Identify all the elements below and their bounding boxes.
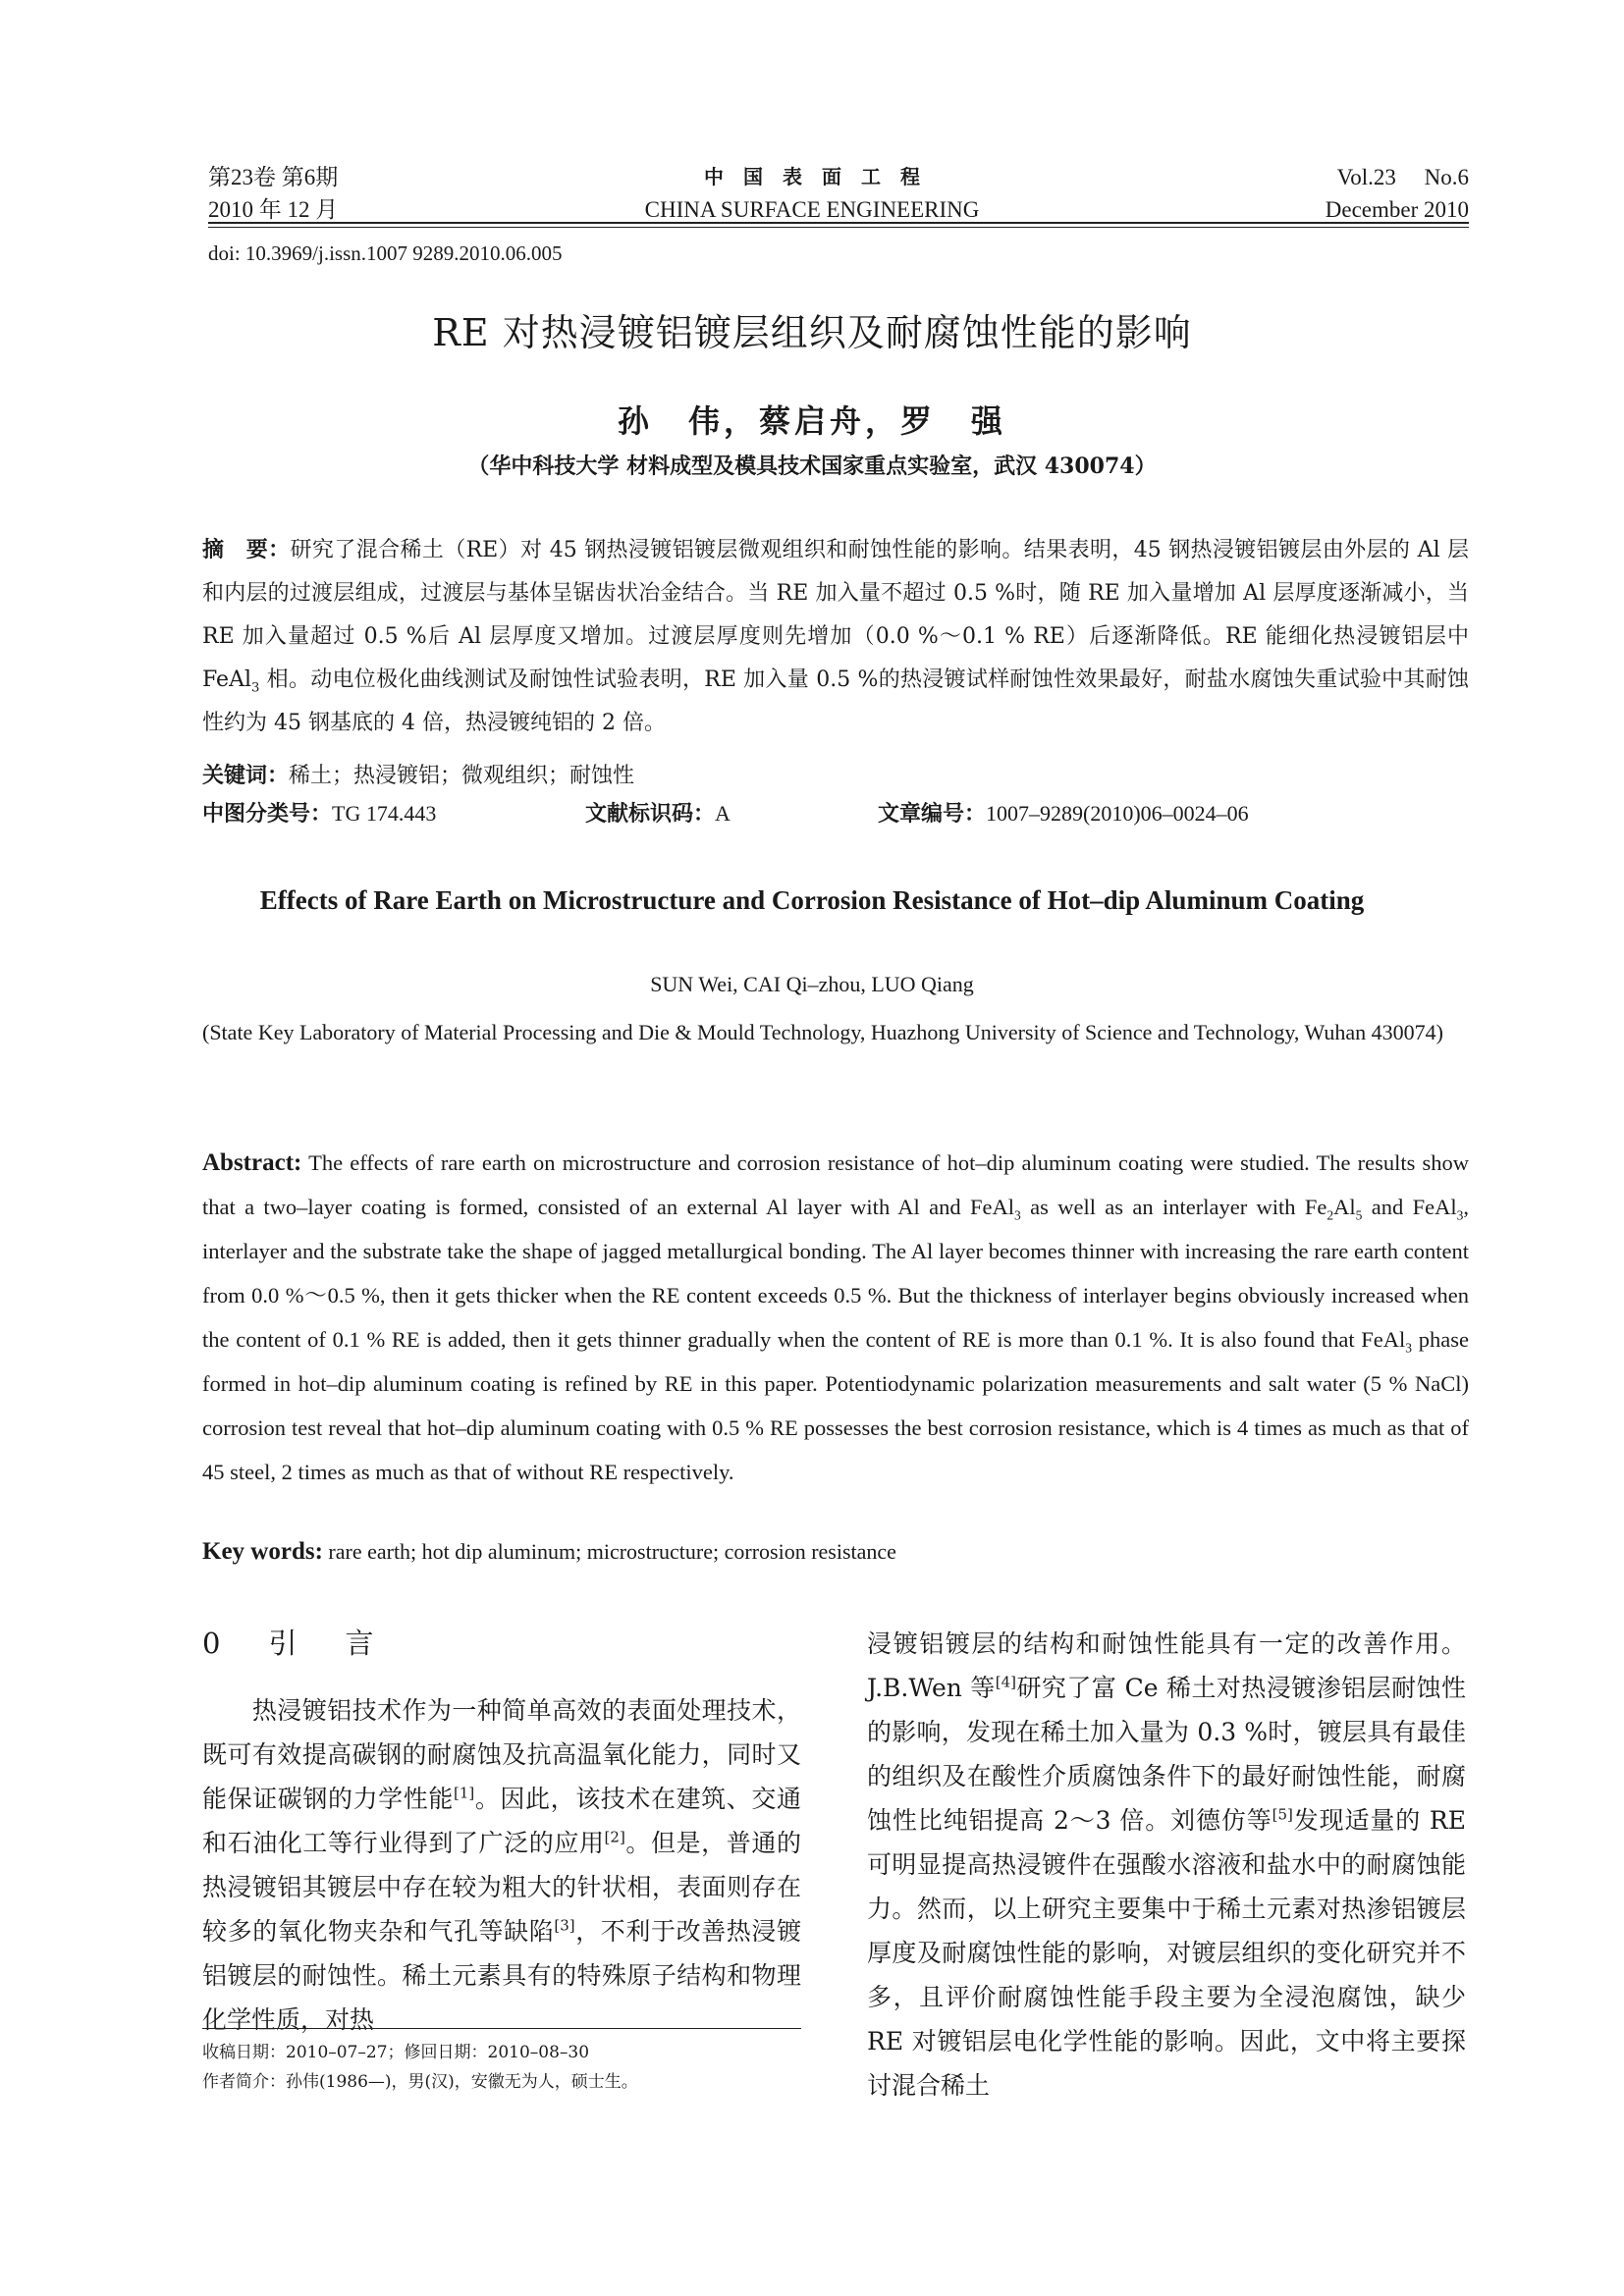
doi: doi: 10.3969/j.issn.1007 9289.2010.06.005 bbox=[208, 241, 563, 265]
journal-name-en: CHINA SURFACE ENGINEERING bbox=[644, 197, 980, 222]
footnote-rule bbox=[202, 2028, 801, 2029]
body-column-right: 浸镀铝镀层的结构和耐蚀性能具有一定的改善作用。J.B.Wen 等[4]研究了富 Ce 稀土对热浸镀渗铝层耐蚀性的影响，发现在稀土加入量为 0.3 %时，镀层具有最佳的组织及在酸性介质腐蚀条件下的最好耐蚀性能，耐腐蚀性比纯铝提高 2～3 倍。刘德仿等[5]发现适量的 RE 可明显提高热浸镀件在强酸水溶液和盐水中的耐腐蚀能力。然而，以上研究主要集中于稀土元素对热渗铝镀层厚度及耐腐蚀性能的影响，对镀层组织的变化研究并不多，且评价耐腐蚀性能手段主要为全浸泡腐蚀，缺少 RE 对镀铝层电化学性能的影响。因此，文中将主要探讨混合稀土 bbox=[867, 1629, 1466, 2100]
title-cn: RE 对热浸镀铝镀层组织及耐腐蚀性能的影响 bbox=[432, 311, 1192, 354]
volume-issue: 第23卷 第6期 bbox=[208, 165, 339, 189]
header-rule-thick bbox=[208, 222, 1469, 224]
citation-ref: [4] bbox=[995, 1673, 1017, 1691]
keywords-cn-label: 关键词： bbox=[202, 763, 290, 788]
author-bio: 作者简介：孙伟(1986—)，男(汉)，安徽无为人，硕士生。 bbox=[202, 2072, 638, 2092]
abstract-en: Abstract: The effects of rare earth on microstructure and corrosion resistance of hot–dip aluminum coating were studied. The results show that a two–layer coating is formed, consisted of an external Al layer with Al and FeAl$_3$ as well as an interlayer with $Fe_2Al_5$ and FeAl$_3$, interlayer and the substrate take the shape of jagged metallurgical bonding. The Al layer becomes thinner with increasing the rare earth content from 0.0 %～0.5 %, then it gets thicker when the RE content exceeds 0.5 %. But the thickness of interlayer begins obviously increased when the content of 0.1 % RE is added, then it gets thinner gradually when the content of RE is more than 0.1 %. It is also found that FeAl$_3$ phase formed in hot–dip aluminum coating is refined by RE in this paper. Potentiodynamic polarization measurements and salt water (5 % NaCl) corrosion test reveal that hot–dip aluminum coating with 0.5 % RE possesses the best corrosion resistance, which is 4 times as much as that of 45 steel, 2 times as much as that of without RE respectively. bbox=[202, 1149, 1469, 1484]
keywords-en-label: Key words: bbox=[202, 1538, 323, 1565]
citation-ref: [5] bbox=[1272, 1805, 1293, 1824]
document-code: 文献标识码：A bbox=[585, 801, 731, 827]
title-en: Effects of Rare Earth on Microstructure and Corrosion Resistance of Hot–dip Aluminum Coating bbox=[259, 885, 1365, 915]
clc-number: 中图分类号：TG 174.443 bbox=[202, 801, 437, 827]
header-center bbox=[616, 161, 1008, 226]
issue-date-cn: 2010 年 12 月 bbox=[208, 197, 339, 222]
keywords-cn: 关键词：稀土；热浸镀铝；微观组织；耐蚀性 bbox=[202, 763, 635, 788]
issue-date-en: December 2010 bbox=[1325, 197, 1469, 222]
article-number: 文章编号：1007–9289(2010)06–0024–06 bbox=[878, 801, 1249, 827]
abstract-en-label: Abstract: bbox=[202, 1149, 302, 1176]
citation-ref: [3] bbox=[554, 1916, 575, 1935]
affiliation-cn: （华中科技大学 材料成型及模具技术国家重点实验室，武汉 430074） bbox=[467, 454, 1157, 479]
volume-en: Vol.23 No.6 bbox=[1336, 165, 1469, 189]
footnote bbox=[202, 2038, 638, 2097]
body-column-left: 热浸镀铝技术作为一种简单高效的表面处理技术，既可有效提高碳钢的耐腐蚀及抗高温氧化能力，同时又能保证碳钢的力学性能[1]。因此，该技术在建筑、交通和石油化工等行业得到了广泛的应用[2]。但是，普通的热浸镀铝其镀层中存在较为粗大的针状相，表面则存在较多的氧化物夹杂和气孔等缺陷[3]，不利于改善热浸镀铝镀层的耐蚀性。稀土元素具有的特殊原子结构和物理化学性质，对热 bbox=[202, 1696, 801, 2034]
section-heading: 0 引 言 bbox=[202, 1627, 384, 1660]
citation-ref: [1] bbox=[453, 1784, 475, 1802]
authors-en: SUN Wei, CAI Qi–zhou, LUO Qiang bbox=[650, 972, 974, 996]
citation-ref: [2] bbox=[604, 1828, 625, 1846]
abstract-cn: 摘 要：研究了混合稀土（RE）对 45 钢热浸镀铝镀层微观组织和耐蚀性能的影响。结果表明，45 钢热浸镀铝镀层由外层的 Al 层和内层的过渡层组成，过渡层与基体呈锯齿状冶金结合。当 RE 加入量不超过 0.5 %时，随 RE 加入量增加 Al 层厚度逐渐减小，当 RE 加入量超过 0.5 %后 Al 层厚度又增加。过渡层厚度则先增加（0.0 %～0.1 % RE）后逐渐降低。RE 能细化热浸镀铝层中 FeAl$_3$ 相。动电位极化曲线测试及耐蚀性试验表明，RE 加入量 0.5 %的热浸镀试样耐蚀性效果最好，耐盐水腐蚀失重试验中其耐蚀性约为 45 钢基底的 4 倍，热浸镀纯铝的 2 倍。 bbox=[202, 537, 1469, 735]
header-rule-thin bbox=[208, 227, 1469, 228]
journal-name-cn: 中 国 表 面 工 程 bbox=[704, 165, 920, 188]
authors-cn: 孙 伟，蔡启舟，罗 强 bbox=[617, 402, 1006, 440]
header-right bbox=[1178, 161, 1469, 226]
keywords-en: Key words: rare earth; hot dip aluminum; microstructure; corrosion resistance bbox=[202, 1538, 896, 1565]
affiliation-en: (State Key Laboratory of Material Processing and Die & Mould Technology, Huazhong University of Science and Technology, Wuhan 430074) bbox=[202, 1020, 1443, 1044]
received-date: 收稿日期：2010–07–27；修回日期：2010–08–30 bbox=[202, 2043, 590, 2062]
abstract-cn-label: 摘 要： bbox=[202, 537, 291, 562]
header-left bbox=[208, 161, 338, 226]
